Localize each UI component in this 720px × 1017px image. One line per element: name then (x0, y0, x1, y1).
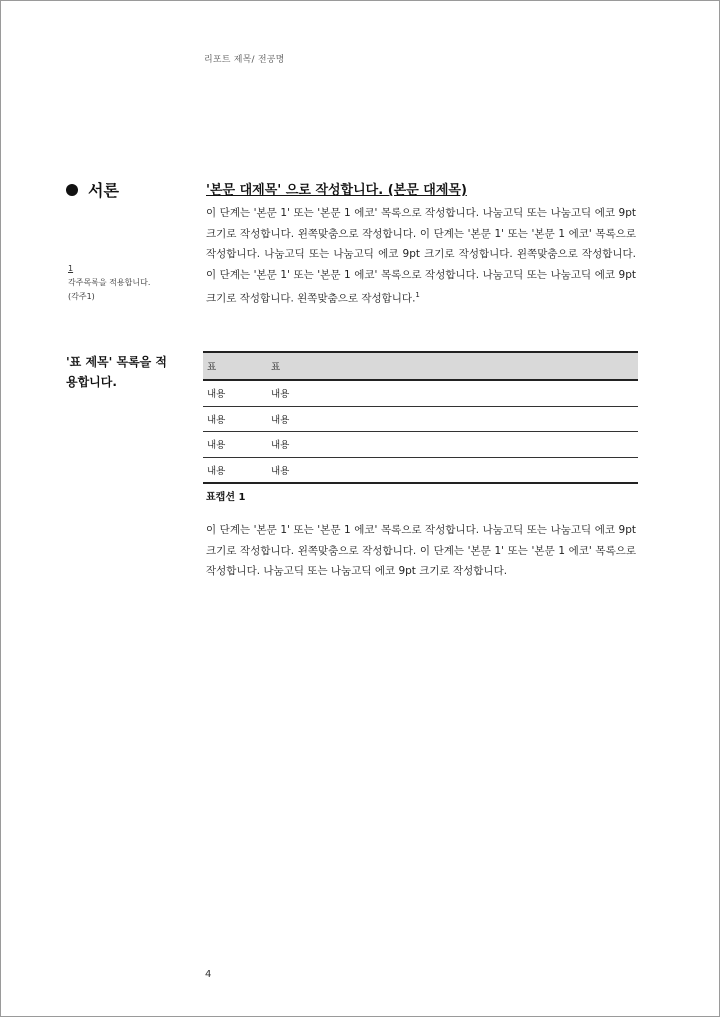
section-title: 서론 (88, 181, 119, 200)
page-number: 4 (205, 969, 212, 980)
table-header-row (203, 352, 638, 380)
footnote (68, 262, 178, 304)
body-title: '본문 대제목' 으로 작성합니다. (본문 대제목) (206, 183, 467, 198)
table-cell: 내용 (203, 432, 267, 458)
table-header-cell: 표 (203, 352, 267, 380)
paragraph-1-text: 이 단계는 '본문 1' 또는 '본문 1 에코' 목록으로 작성합니다. 나눔고딕 또는 나눔고딕 에코 9pt 크기로 작성합니다. 왼쪽맞춤으로 작성합니다. 이 단계는 '본문 1' 또는 '본문 1 에코' 목록으로 작성합니다. 나눔고딕 또는 나눔고딕 에코 9pt 크기로 작성합니다. 왼쪽맞춤으로 작성합니다. 이 단계는 '본문 1' 또는 '본문 1 에코' 목록으로 작성합니다. 나눔고딕 또는 나눔고딕 에코 9pt 크기로 작성합니다. 왼쪽맞춤으로 작성합니다. (206, 207, 636, 305)
footnote-label: (각주1) (68, 292, 95, 301)
running-header: 리포트 제목/ 전공명 (204, 55, 285, 65)
table-row (203, 406, 638, 432)
section-heading (66, 178, 119, 201)
body-paragraph-2: 이 단계는 '본문 1' 또는 '본문 1 에코' 목록으로 작성합니다. 나눔고딕 또는 나눔고딕 에코 9pt 크기로 작성합니다. 왼쪽맞춤으로 작성합니다. 이 단계는 '본문 1' 또는 '본문 1 에코' 목록으로 작성합니다. 나눔고딕 또는 나눔고딕 에코 9pt 크기로 작성합니다. (206, 524, 636, 577)
table-row (203, 457, 638, 483)
table-cell: 내용 (267, 406, 638, 432)
table-cell: 내용 (267, 457, 638, 483)
table-header-cell: 표 (267, 352, 638, 380)
table-caption: 표캡션 1 (206, 492, 246, 503)
footnote-text: 각주목록을 적용합니다. (68, 278, 151, 287)
table-cell: 내용 (203, 457, 267, 483)
table-row (203, 380, 638, 406)
footnote-number: 1 (68, 264, 74, 273)
table-cell: 내용 (203, 406, 267, 432)
table-cell: 내용 (267, 432, 638, 458)
content-table (203, 351, 638, 484)
table-title-label: '표 제목' 목록을 적용합니다. (66, 355, 168, 389)
table-cell: 내용 (203, 380, 267, 406)
table-row (203, 432, 638, 458)
table-cell: 내용 (267, 380, 638, 406)
body-paragraph-1 (206, 203, 636, 309)
bullet-icon (66, 184, 78, 196)
footnote-reference: 1 (415, 291, 420, 299)
